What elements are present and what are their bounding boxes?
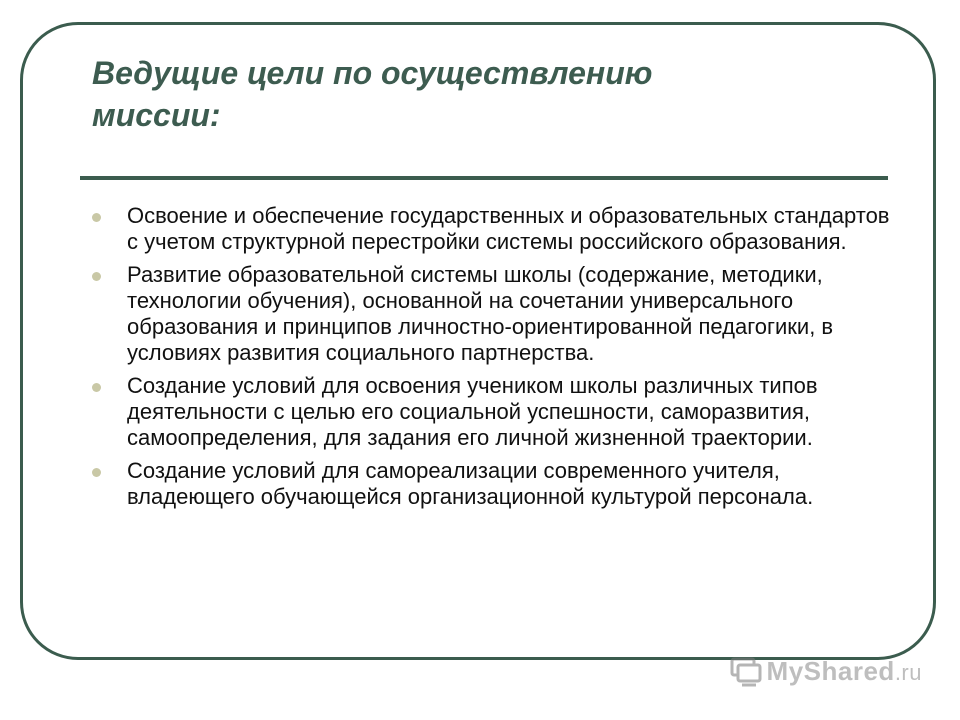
watermark-tld: .ru <box>894 659 922 685</box>
bullet-dot-icon <box>92 383 101 392</box>
bullet-item-4 <box>90 458 890 510</box>
watermark-text <box>767 656 922 687</box>
bullet-list <box>90 203 890 517</box>
bullet-dot-icon <box>92 213 101 222</box>
bullet-text: Создание условий для освоения учеником школы различных типов деятельности с целью его социальной успешности, саморазвития, самоопределения, для задания его личной жизненной траектории. <box>127 373 818 450</box>
watermark[interactable] <box>729 654 922 688</box>
bullet-item-3 <box>90 373 890 451</box>
bullet-text: Освоение и обеспечение государственных и образовательных стандартов с учетом структурной перестройки системы российского образования. <box>127 203 890 254</box>
bullet-item-2 <box>90 262 890 366</box>
bullet-text: Развитие образовательной системы школы (содержание, методики, технологии обучения), основанной на сочетании универсального образования и принципов личностно-ориентированной педагогики, в условиях развития социального партнерства. <box>127 262 834 365</box>
slide-title-line-1: Ведущие цели по осуществлению <box>92 55 653 91</box>
slide-title-line-2: миссии: <box>92 97 221 133</box>
bullet-dot-icon <box>92 468 101 477</box>
bullet-dot-icon <box>92 272 101 281</box>
bullet-text: Создание условий для самореализации современного учителя, владеющего обучающейся организационной культурой персонала. <box>127 458 814 509</box>
slide-title <box>92 52 892 136</box>
myshared-logo-icon <box>729 654 763 688</box>
title-divider <box>80 176 888 180</box>
bullet-item-1 <box>90 203 890 255</box>
watermark-brand: MyShared <box>766 655 895 686</box>
